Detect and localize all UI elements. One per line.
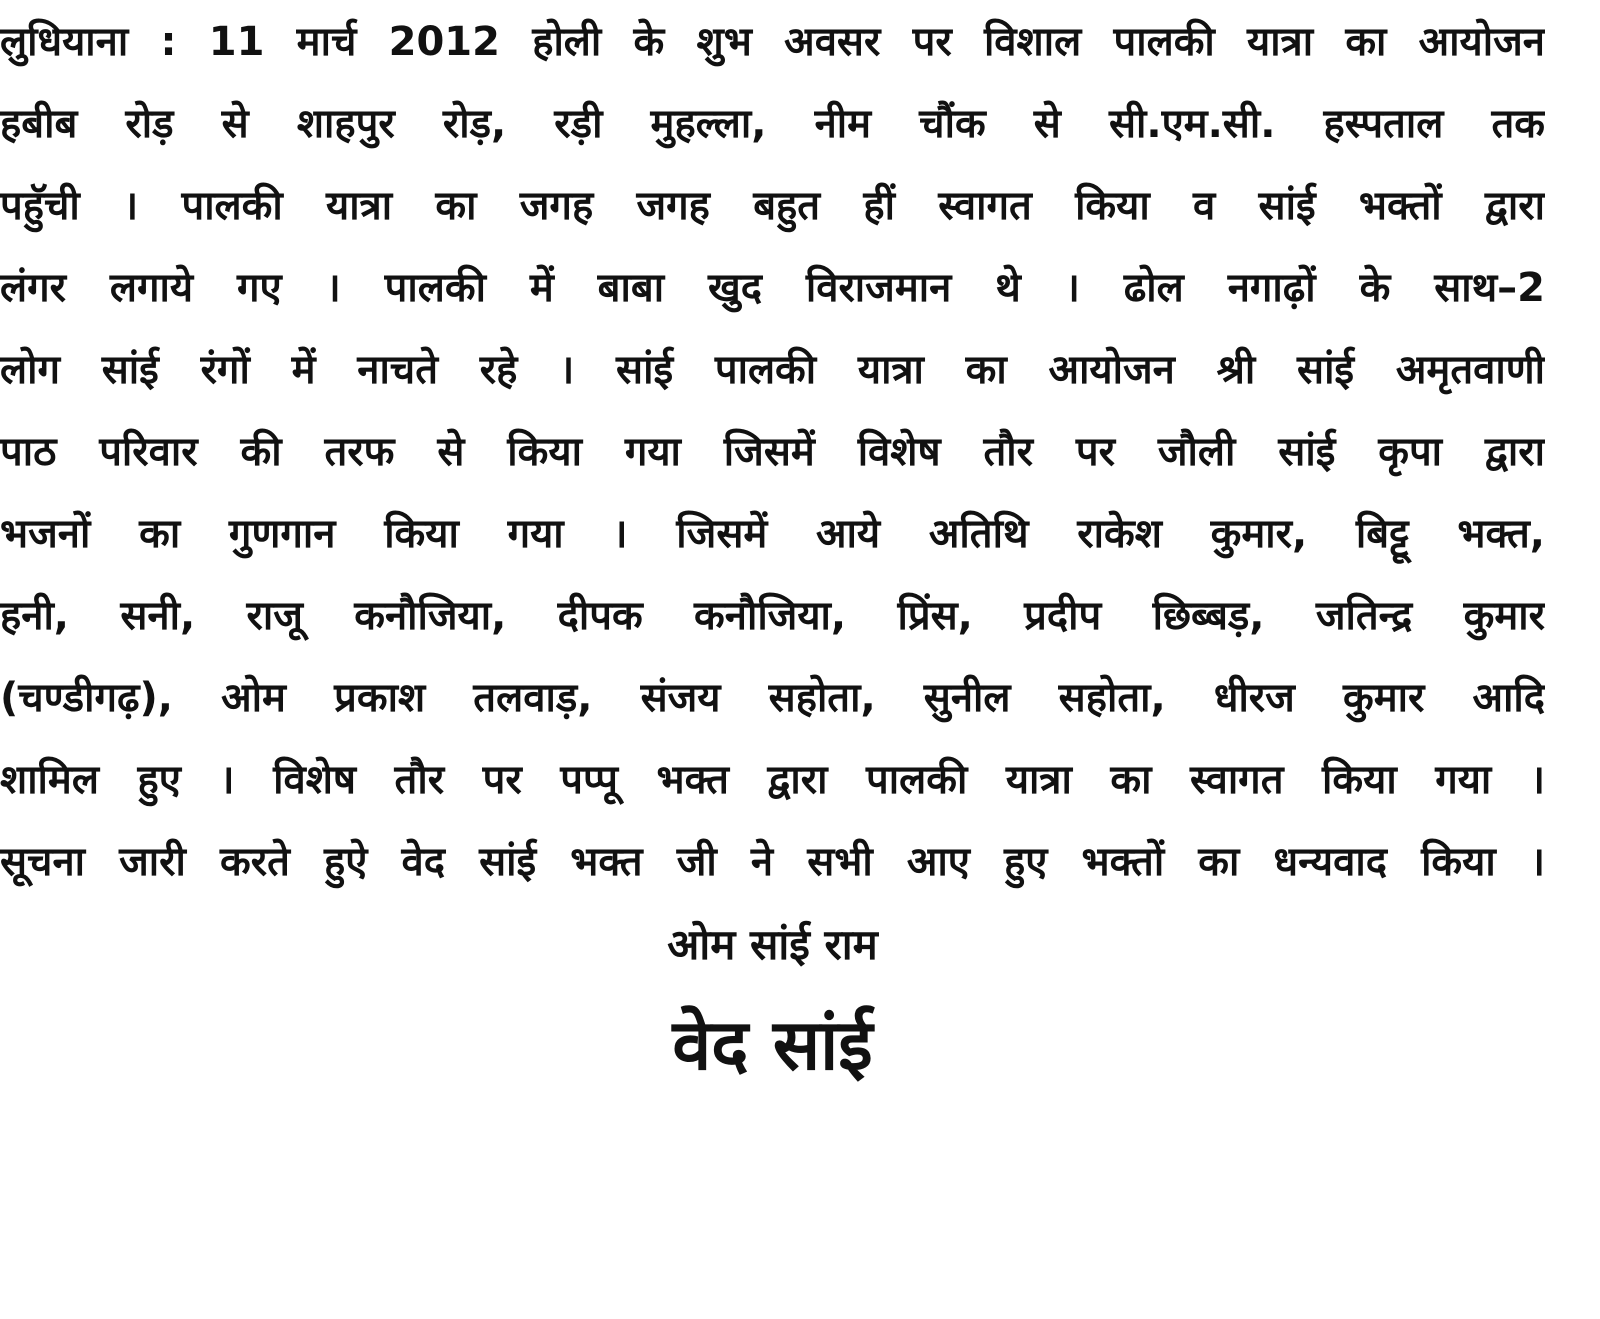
article-line-9: (चण्डीगढ़), ओम प्रकाश तलवाड़, संजय सहोता, सुनील सहोता, धीरज कुमार आदि [0,675,1545,721]
closing-greeting: ओम सांई राम [667,920,878,969]
article-line-8: हनी, सनी, राजू कनौजिया, दीपक कनौजिया, प्रिंस, प्रदीप छिब्बड़, जतिन्द्र कुमार [0,593,1545,639]
article-line-11: सूचना जारी करते हुऐ वेद सांई भक्त जी ने सभी आए हुए भक्तों का धन्यवाद किया । [0,839,1545,885]
article-line-1: लुधियाना : 11 मार्च 2012 होली के शुभ अवसर पर विशाल पालकी यात्रा का आयोजन [0,19,1545,65]
article-line-5: लोग सांई रंगों में नाचते रहे । सांई पालकी यात्रा का आयोजन श्री सांई अमृतवाणी [0,347,1545,393]
article-line-6: पाठ परिवार की तरफ से किया गया जिसमें विशेष तौर पर जौली सांई कृपा द्वारा [0,429,1545,475]
article-line-2: हबीब रोड़ से शाहपुर रोड़, रड़ी मुहल्ला, नीम चौंक से सी.एम.सी. हस्पताल तक [0,101,1545,147]
signature-name: वेद सांई [672,1004,873,1086]
article-line-3: पहुॅची । पालकी यात्रा का जगह जगह बहुत हीं स्वागत किया व सांई भक्तों द्वारा [0,183,1545,229]
article-line-4: लंगर लगाये गए । पालकी में बाबा खुद विराजमान थे । ढोल नगाढ़ों के साथ–2 [0,265,1545,311]
article-line-10: शामिल हुए । विशेष तौर पर पप्पू भक्त द्वारा पालकी यात्रा का स्वागत किया गया । [0,757,1545,803]
article-line-7: भजनों का गुणगान किया गया । जिसमें आये अतिथि राकेश कुमार, बिट्टू भक्त, [0,511,1545,557]
